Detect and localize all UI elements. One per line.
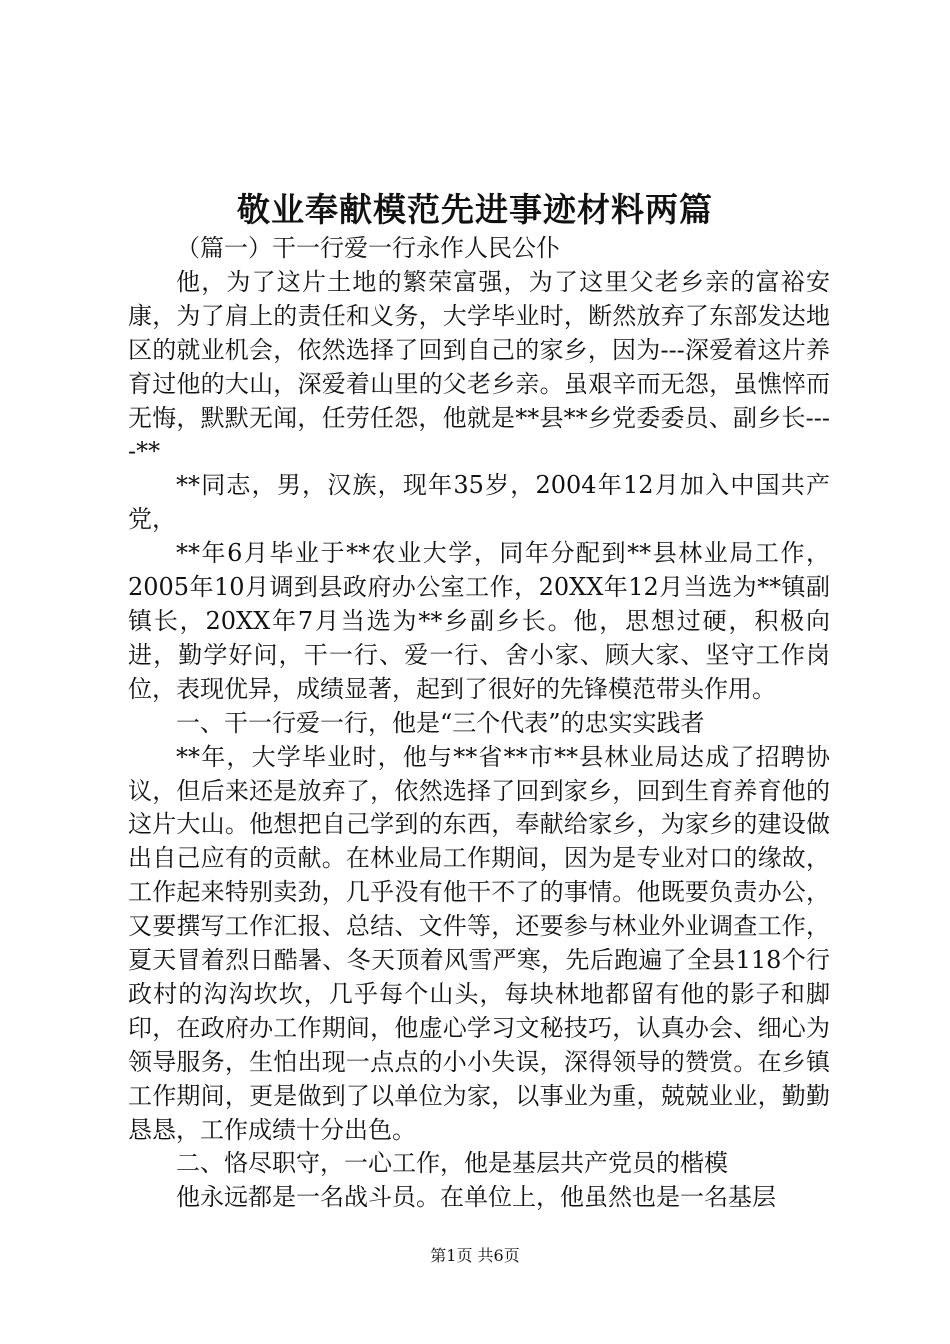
section-heading: 二、恪尽职守，一心工作，他是基层共产党员的楷模 (176, 1149, 728, 1178)
paragraph: 他永远都是一名战斗员。在单位上，他虽然也是一名基层 (176, 1183, 776, 1212)
page-number-footer: 第1页 共6页 (430, 1246, 520, 1265)
section-heading: （篇一）干一行爱一行永作人民公仆 (176, 234, 560, 262)
section-heading: 一、干一行爱一行，他是“三个代表”的忠实实践者 (176, 708, 705, 737)
document-body (128, 232, 830, 1215)
document-title: 敬业奉献模范先进事迹材料两篇 (237, 190, 713, 229)
paragraph: 他，为了这片土地的繁荣富强，为了这里父老乡亲的富裕安康，为了肩上的责任和义务，大学毕业时，断然放弃了东部发达地区的就业机会，依然选择了回到自己的家乡，因为---深爱着这片养育过他的大山，深爱着山里的父老乡亲。虽艰辛而无怨，虽憔悴而无悔，默默无闻，任劳任怨，他就是**县**乡党委委员、副乡长----** (128, 267, 830, 466)
paragraph: **同志，男，汉族，现年35岁，2004年12月加入中国共产党， (128, 471, 830, 534)
paragraph: **年6月毕业于**农业大学，同年分配到**县林业局工作，2005年10月调到县政府办公室工作，20XX年12月当选为**镇副镇长，20XX年7月当选为**乡副乡长。他，思想过硬，积极向进，勤学好问，干一行、爱一行、舍小家、顾大家、坚守工作岗位，表现优异，成绩显著，起到了很好的先锋模范带头作用。 (128, 539, 830, 703)
paragraph: **年，大学毕业时，他与**省**市**县林业局达成了招聘协议，但后来还是放弃了，依然选择了回到家乡，回到生育养育他的这片大山。他想把自己学到的东西，奉献给家乡，为家乡的建设做出自己应有的贡献。在林业局工作期间，因为是专业对口的缘故，工作起来特别卖劲，几乎没有他干不了的事情。他既要负责办公，又要撰写工作汇报、总结、文件等，还要参与林业外业调查工作，夏天冒着烈日酷暑、冬天顶着风雪严寒，先后跑遍了全县118个行政村的沟沟坎坎，几乎每个山头，每块林地都留有他的影子和脚印，在政府办工作期间，他虚心学习文秘技巧，认真办会、细心为领导服务，生怕出现一点点的小小失误，深得领导的赞赏。在乡镇工作期间，更是做到了以单位为家，以事业为重，兢兢业业，勤勤恳恳，工作成绩十分出色。 (128, 742, 830, 1144)
